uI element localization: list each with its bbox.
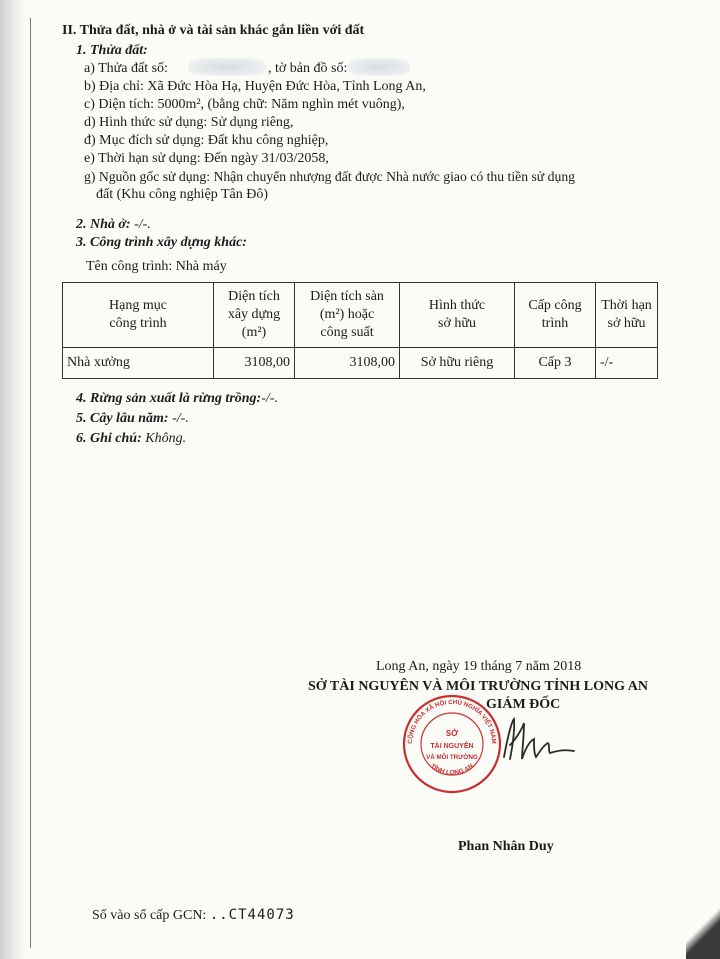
cell-term: -/- — [596, 348, 658, 379]
gcn-number: ..CT44073 — [209, 907, 295, 923]
land-use-purpose: đ) Mục đích sử dụng: Đất khu công nghiệp, — [84, 133, 329, 148]
land-origin: g) Nguồn gốc sử dụng: Nhận chuyển nhượng đất được Nhà nước giao có thu tiền sử dụng — [84, 169, 576, 184]
land-origin-continued: đất (Khu công nghiệp Tân Đô) — [96, 187, 268, 202]
header-line: xây dựng — [227, 307, 281, 322]
header-line: công suất — [320, 325, 374, 340]
cell-build-area: 3108,00 — [214, 348, 295, 379]
svg-text:TỈNH LONG AN — [429, 763, 475, 777]
notes-value: Không. — [141, 431, 187, 446]
forest-label: 4. Rừng sản xuất là rừng trồng: — [76, 391, 262, 406]
land-area: c) Diện tích: 5000m², (bằng chữ: Năm nghìn mét vuông), — [84, 97, 405, 112]
land-heading: 1. Thửa đất: — [76, 43, 148, 58]
header-grade — [515, 283, 596, 348]
issuing-authority: SỞ TÀI NGUYÊN VÀ MÔI TRƯỜNG TỈNH LONG AN — [308, 679, 648, 694]
land-address: b) Địa chỉ: Xã Đức Hòa Hạ, Huyện Đức Hòa, Tỉnh Long An, — [84, 79, 426, 94]
header-line: (m²) hoặc — [319, 307, 375, 322]
land-use-term: e) Thời hạn sử dụng: Đến ngày 31/03/2058, — [84, 151, 329, 166]
header-line: sở hữu — [438, 316, 476, 331]
header-line: công trình — [109, 316, 167, 331]
header-build-area — [214, 283, 295, 348]
cell-grade: Cấp 3 — [515, 348, 596, 379]
issue-date: Long An, ngày 19 tháng 7 năm 2018 — [376, 659, 582, 674]
table-row — [63, 348, 658, 379]
page-left-edge — [0, 0, 26, 959]
header-line: Cấp công — [528, 298, 582, 313]
forest-value: -/-. — [261, 391, 278, 406]
header-ownership — [400, 283, 515, 348]
trees-label: 5. Cây lâu năm: — [76, 411, 169, 426]
gcn-label: Số vào sổ cấp GCN: — [92, 908, 207, 923]
official-seal — [398, 692, 506, 796]
notes-label: 6. Ghi chú: — [76, 431, 142, 446]
signer-position: GIÁM ĐỐC — [486, 697, 561, 712]
land-map-sheet-label: , tờ bản đồ số: — [268, 61, 348, 76]
page-border-line — [30, 18, 31, 948]
other-works-heading: 3. Công trình xây dựng khác: — [76, 235, 247, 250]
header-line: Thời hạn — [601, 298, 652, 313]
cell-floor-area: 3108,00 — [295, 348, 400, 379]
house-line — [76, 216, 151, 234]
seal-top-text: CỘNG HÒA XÃ HỘI CHỦ NGHĨA VIỆT NAM — [406, 698, 498, 744]
house-value: -/-. — [130, 217, 151, 232]
header-line: Hình thức — [428, 298, 486, 313]
house-label: 2. Nhà ở: — [76, 217, 131, 232]
redacted-parcel-number — [188, 58, 266, 76]
works-table-header — [63, 283, 658, 348]
cell-item: Nhà xưởng — [63, 348, 214, 379]
cell-ownership: Sở hữu riêng — [400, 348, 515, 379]
page-corner-shadow — [686, 899, 720, 959]
header-line: Hạng mục — [109, 298, 167, 313]
header-floor-area — [295, 283, 400, 348]
seal-center-line-1: SỞ — [445, 729, 459, 738]
redacted-map-sheet — [348, 58, 410, 76]
seal-center-line-2: TÀI NGUYÊN — [430, 743, 474, 750]
land-parcel-number-label: a) Thửa đất số: — [84, 61, 168, 76]
trees-line — [76, 410, 189, 428]
works-name-line: Tên công trình: Nhà máy — [86, 259, 227, 274]
header-line: Diện tích sàn — [310, 289, 384, 304]
header-item — [63, 283, 214, 348]
signer-name: Phan Nhân Duy — [458, 839, 554, 854]
header-ownership-term — [596, 283, 658, 348]
seal-bottom-text: TỈNH LONG AN — [429, 762, 475, 777]
forest-line — [76, 390, 278, 408]
notes-line — [76, 430, 186, 448]
header-line: trình — [541, 316, 569, 331]
gcn-line — [92, 906, 295, 925]
section-title: II. Thửa đất, nhà ở và tài sản khác gắn liền với đất — [62, 23, 365, 38]
handwritten-signature — [500, 715, 580, 770]
header-line: sở hữu — [607, 316, 646, 331]
land-use-form: d) Hình thức sử dụng: Sử dụng riêng, — [84, 115, 294, 130]
header-line: Diện tích — [228, 289, 280, 304]
seal-center-line-3: VÀ MÔI TRƯỜNG — [426, 754, 478, 761]
trees-value: -/-. — [168, 411, 189, 426]
works-table — [62, 282, 658, 379]
header-line: (m²) — [241, 325, 267, 340]
